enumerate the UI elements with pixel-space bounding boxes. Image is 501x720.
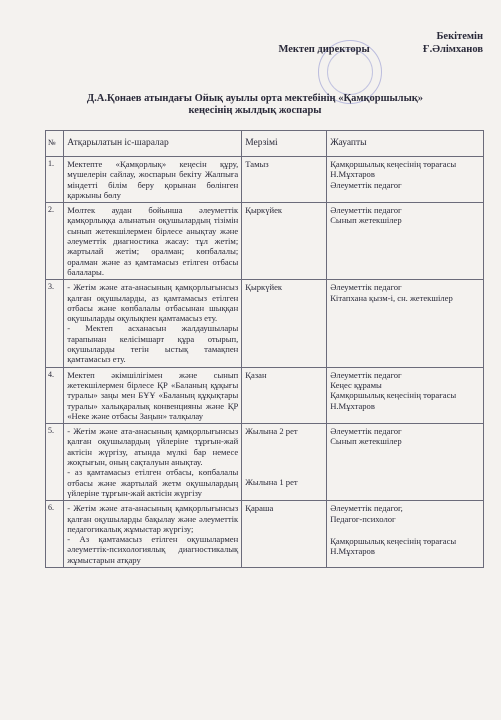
row-activity: Мектеп әкімшілігімен және сынып жетекшілермен бірлесе ҚР «Баланың құқығы туралы» заңы мен БҰҰ «Баланың құқықтары туралы» халықаралық конвенцияны және ҚР «Неке және отбасы Заңын» талқылау (64, 367, 242, 423)
responsible-line: Әлеуметтік педагог, (330, 503, 403, 514)
approval-line2 (278, 43, 483, 56)
approval-block (278, 30, 483, 56)
activity-part: - аз қамтамасыз етілген отбасы, көпбалалы отбасы және жартылай жетм оқушылардың үйлеріне тұрғын-жай актісін жүргізу (67, 467, 239, 498)
table-row (46, 424, 484, 501)
responsible-line: Сынып жетекшілер (330, 215, 402, 226)
activity-part: - Аз қамтамасыз етілген оқушылармен әлеуметтік-психологиялық диагностикалық жұмыстарын атқару (67, 534, 239, 565)
approval-name: Ғ.Әлімханов (422, 44, 483, 55)
header-activity: Атқарылатын іс-шаралар (64, 131, 242, 157)
row-activity: Мектепте «Қамқорлық» кеңесін құру, мүшелерін сайлау, жоспарын бекіту Жалпыға міндетті білім беру қорынан бөлінген қаржыны бөлу (64, 157, 242, 203)
row-activity (64, 280, 242, 367)
row-num: 5. (46, 424, 64, 501)
table-row (46, 280, 484, 367)
row-activity (64, 501, 242, 568)
table-row (46, 203, 484, 280)
responsible-line: Әлеуметтік педагог (330, 282, 402, 293)
responsible-line: Н.Мұхтаров (330, 169, 375, 180)
responsible-line: Қамқоршылық кеңесінің төрағасы (330, 159, 457, 169)
responsible-line: Кітапхана қызм-і, сн. жетекшілер (330, 292, 453, 303)
responsible-line: Әлеуметтік педагог (330, 179, 402, 190)
responsible-line: Н.Мұхтаров (330, 546, 375, 557)
row-num: 6. (46, 501, 64, 568)
responsible-line: Педагог-психолог (330, 513, 396, 524)
term-part: Жылына 2 рет (245, 426, 298, 437)
row-num: 3. (46, 280, 64, 367)
row-responsible (327, 157, 484, 203)
responsible-line: Сынып жетекшілер (330, 436, 402, 447)
row-term: Қазан (242, 367, 327, 423)
responsible-gap (330, 524, 480, 536)
row-term: Қараша (242, 501, 327, 568)
activity-part: - Жетім және ата-анасының қамқорлығынсыз қалған оқушыларды, аз қамтамасыз етілген отбасы және көпбалалы отбасынан шыққан оқушыларды оқулықпен қамтамасыз ету. (67, 282, 239, 324)
row-num: 4. (46, 367, 64, 423)
term-part: Жылына 1 рет (245, 477, 298, 488)
title-line1: Д.А.Қонаев атындағы Ойық ауылы орта мектебінің «Қамқоршылық» (86, 93, 424, 104)
approval-role: Мектеп директоры (278, 44, 370, 55)
responsible-line: Әлеуметтік педагог (330, 205, 402, 216)
row-responsible (327, 367, 484, 423)
activity-part: - Жетім және ата-анасының қамқорлығынсыз қалған оқушыларды бақылау және әлеуметтік педагогикалық жұмыстар жүргізу; (67, 503, 239, 534)
title-line2: кеңесінің жылдық жоспары (188, 105, 322, 116)
responsible-line: Қамқоршылық кеңесінің төрағасы (330, 390, 457, 401)
responsible-line: Әлеуметтік педагог (330, 369, 402, 380)
row-term: Қыркүйек (242, 280, 327, 367)
row-term: Қыркүйек (242, 203, 327, 280)
header-term: Мерзімі (242, 131, 327, 157)
term-spacer (245, 436, 323, 477)
row-term (242, 424, 327, 501)
table-header-row (46, 131, 484, 157)
row-activity (64, 424, 242, 501)
row-num: 1. (46, 157, 64, 203)
row-responsible (327, 280, 484, 367)
document-title (70, 93, 440, 117)
table-row (46, 367, 484, 423)
responsible-line: Әлеуметтік педагог (330, 426, 402, 437)
row-responsible (327, 203, 484, 280)
responsible-line: Қамқоршылық кеңесінің төрағасы (330, 535, 457, 546)
row-num: 2. (46, 203, 64, 280)
responsible-line: Н.Мұхтаров (330, 400, 375, 411)
header-num: № (46, 131, 64, 157)
row-activity: Мөлтек аудан бойынша әлеуметтік қамқорлыққа алынатын оқушылардың тізімін сынып жетекшілермен бірлесе анықтау және әлеуметтік диагностика жасау: тұл жетім; жартылай жетім; оралман; көпбалалы; оралман және аз қамтамасыз етілген отбасы балалары. (64, 203, 242, 280)
activity-part: - Мектеп асханасын жалдаушылары тарапынан келісімшарт құра отырып, оқушыларды тегін ыстық тамақпен қамтамасыз ету. (67, 323, 239, 365)
row-term: Тамыз (242, 157, 327, 203)
table-row (46, 157, 484, 203)
activity-part: - Жетім және ата-анасының қамқорлығынсыз қалған оқушылардың үйлеріне тұрғын-жай актісін жүргізу, атында мүлкі бар немесе жоқтығын, оның сақталуын анықтау. (67, 426, 239, 468)
plan-table (45, 130, 484, 568)
responsible-line: Кеңес құрамы (330, 379, 382, 390)
row-responsible (327, 424, 484, 501)
approval-line1: Бекітемін (436, 31, 483, 42)
row-responsible (327, 501, 484, 568)
header-responsible: Жауапты (327, 131, 484, 157)
table-row (46, 501, 484, 568)
